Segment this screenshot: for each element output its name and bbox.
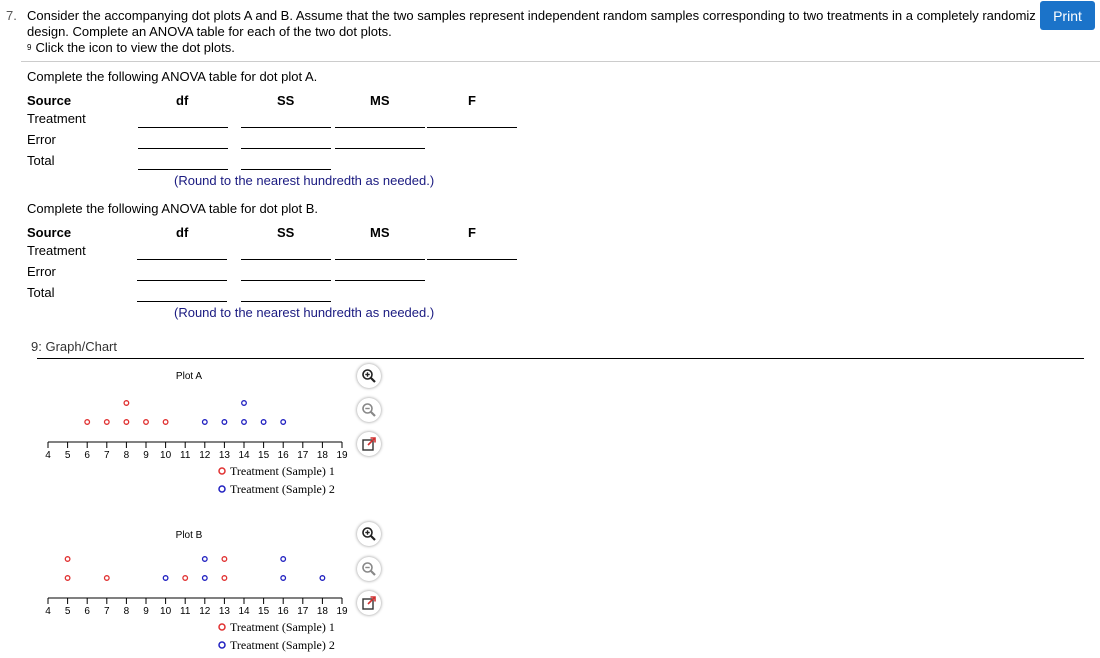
header-df: df bbox=[176, 93, 189, 108]
dot-plot-a-svg bbox=[0, 360, 400, 510]
header-source: Source bbox=[27, 93, 72, 108]
data-point bbox=[163, 576, 168, 581]
anova-table-a bbox=[27, 69, 547, 194]
header-source: Source bbox=[27, 225, 72, 240]
plot-a-popout-button[interactable] bbox=[357, 432, 381, 456]
data-point bbox=[163, 420, 168, 425]
print-button[interactable]: Print bbox=[1040, 1, 1095, 30]
x-tick-label: 12 bbox=[199, 450, 211, 461]
popout-icon bbox=[361, 595, 377, 611]
x-tick-label: 8 bbox=[123, 606, 130, 617]
view-dot-plots-link[interactable]: Click the icon to view the dot plots. bbox=[35, 40, 235, 55]
x-tick-label: 7 bbox=[104, 450, 110, 461]
data-point bbox=[281, 576, 286, 581]
zoom-out-icon bbox=[361, 402, 377, 418]
x-tick-label: 16 bbox=[277, 450, 289, 461]
anova-table-b bbox=[27, 201, 547, 326]
data-point bbox=[203, 420, 208, 425]
legend-label: Treatment (Sample) 1 bbox=[230, 464, 335, 478]
b-total-df-input[interactable] bbox=[137, 301, 227, 302]
b-treatment-ms-input[interactable] bbox=[335, 259, 425, 260]
x-tick-label: 5 bbox=[64, 450, 71, 461]
table-a-intro: Complete the following ANOVA table for dot plot A. bbox=[27, 69, 318, 84]
a-error-df-input[interactable] bbox=[138, 148, 228, 149]
data-point bbox=[85, 420, 90, 425]
plot-a-zoom-out-button[interactable] bbox=[357, 398, 381, 422]
question-text bbox=[27, 8, 1039, 56]
row-total: Total bbox=[27, 153, 55, 168]
plot-a-zoom-in-button[interactable] bbox=[357, 364, 381, 388]
x-tick-label: 18 bbox=[316, 450, 328, 461]
data-point bbox=[124, 401, 129, 406]
x-tick-label: 13 bbox=[218, 450, 230, 461]
header-f: F bbox=[468, 93, 476, 108]
rounding-note: (Round to the nearest hundredth as needed.) bbox=[174, 305, 435, 320]
a-treatment-f-input[interactable] bbox=[427, 127, 517, 128]
x-tick-label: 12 bbox=[199, 606, 211, 617]
data-point bbox=[242, 401, 247, 406]
header-ss: SS bbox=[277, 225, 295, 240]
zoom-in-icon bbox=[361, 526, 377, 542]
a-error-ms-input[interactable] bbox=[335, 148, 425, 149]
header-f: F bbox=[468, 225, 476, 240]
dot-plot-b bbox=[0, 519, 400, 658]
x-tick-label: 19 bbox=[336, 606, 348, 617]
data-point bbox=[124, 420, 129, 425]
data-point bbox=[203, 576, 208, 581]
legend-label: Treatment (Sample) 2 bbox=[230, 638, 335, 652]
x-tick-label: 10 bbox=[160, 450, 172, 461]
a-treatment-df-input[interactable] bbox=[138, 127, 228, 128]
header-ms: MS bbox=[370, 225, 390, 240]
x-tick-label: 6 bbox=[84, 450, 90, 461]
data-point bbox=[222, 576, 227, 581]
x-tick-label: 15 bbox=[258, 450, 270, 461]
question-line-1: Consider the accompanying dot plots A and B. Assume that the two samples represent independent random samples corresponding to two treatments in a completely randomiz bbox=[27, 8, 1036, 23]
question-line-2: design. Complete an ANOVA table for each of the two dot plots. bbox=[27, 24, 392, 39]
row-error: Error bbox=[27, 264, 56, 279]
plot-title: Plot B bbox=[175, 530, 203, 541]
header-ms: MS bbox=[370, 93, 390, 108]
legend-marker bbox=[219, 642, 225, 648]
header-df: df bbox=[176, 225, 189, 240]
x-tick-label: 7 bbox=[104, 606, 110, 617]
x-tick-label: 19 bbox=[336, 450, 348, 461]
data-point bbox=[65, 576, 70, 581]
b-error-ms-input[interactable] bbox=[335, 280, 425, 281]
legend-marker bbox=[219, 468, 225, 474]
row-error: Error bbox=[27, 132, 56, 147]
legend-marker bbox=[219, 624, 225, 630]
question-line-3[interactable] bbox=[27, 40, 1039, 56]
b-treatment-df-input[interactable] bbox=[137, 259, 227, 260]
data-point bbox=[203, 557, 208, 562]
x-tick-label: 6 bbox=[84, 606, 90, 617]
x-tick-label: 11 bbox=[180, 450, 191, 461]
x-tick-label: 14 bbox=[238, 450, 250, 461]
data-point bbox=[320, 576, 325, 581]
row-treatment: Treatment bbox=[27, 111, 86, 126]
plot-b-zoom-in-button[interactable] bbox=[357, 522, 381, 546]
row-treatment: Treatment bbox=[27, 243, 86, 258]
question-number: 7. bbox=[6, 8, 17, 23]
data-point bbox=[144, 420, 149, 425]
legend-marker bbox=[219, 486, 225, 492]
b-treatment-ss-input[interactable] bbox=[241, 259, 331, 260]
x-tick-label: 13 bbox=[218, 606, 230, 617]
zoom-out-icon bbox=[361, 561, 377, 577]
data-point bbox=[242, 420, 247, 425]
data-point bbox=[281, 420, 286, 425]
data-point bbox=[222, 557, 227, 562]
dot-plot-b-svg bbox=[0, 519, 400, 658]
b-total-ss-input[interactable] bbox=[241, 301, 331, 302]
x-tick-label: 5 bbox=[64, 606, 71, 617]
plot-b-popout-button[interactable] bbox=[357, 591, 381, 615]
x-tick-label: 4 bbox=[45, 450, 51, 461]
x-tick-label: 17 bbox=[297, 606, 309, 617]
row-total: Total bbox=[27, 285, 55, 300]
a-total-ss-input[interactable] bbox=[241, 169, 331, 170]
x-tick-label: 18 bbox=[316, 606, 328, 617]
data-point bbox=[222, 420, 227, 425]
dot-plot-a bbox=[0, 360, 400, 510]
graph-section-title: 9: Graph/Chart bbox=[31, 339, 117, 354]
graph-section-divider bbox=[37, 358, 1084, 359]
zoom-in-icon bbox=[361, 368, 377, 384]
popout-icon bbox=[361, 436, 377, 452]
x-tick-label: 9 bbox=[143, 450, 149, 461]
data-point bbox=[105, 420, 110, 425]
legend-label: Treatment (Sample) 1 bbox=[230, 620, 335, 634]
x-tick-label: 11 bbox=[180, 606, 191, 617]
plot-title: Plot A bbox=[175, 371, 203, 382]
a-treatment-ms-input[interactable] bbox=[335, 127, 425, 128]
plot-b-zoom-out-button[interactable] bbox=[357, 557, 381, 581]
legend-label: Treatment (Sample) 2 bbox=[230, 482, 335, 496]
footnote-marker: 9 bbox=[27, 43, 32, 52]
x-tick-label: 14 bbox=[238, 606, 250, 617]
a-total-df-input[interactable] bbox=[138, 169, 228, 170]
rounding-note: (Round to the nearest hundredth as needed.) bbox=[174, 173, 435, 188]
x-tick-label: 9 bbox=[143, 606, 149, 617]
a-treatment-ss-input[interactable] bbox=[241, 127, 331, 128]
data-point bbox=[281, 557, 286, 562]
x-tick-label: 8 bbox=[123, 450, 130, 461]
data-point bbox=[261, 420, 266, 425]
header-ss: SS bbox=[277, 93, 295, 108]
data-point bbox=[105, 576, 110, 581]
divider bbox=[21, 61, 1100, 62]
b-treatment-f-input[interactable] bbox=[427, 259, 517, 260]
x-tick-label: 10 bbox=[160, 606, 172, 617]
x-tick-label: 4 bbox=[45, 606, 51, 617]
table-b-intro: Complete the following ANOVA table for dot plot B. bbox=[27, 201, 318, 216]
x-tick-label: 17 bbox=[297, 450, 309, 461]
data-point bbox=[183, 576, 188, 581]
data-point bbox=[65, 557, 70, 562]
x-tick-label: 16 bbox=[277, 606, 289, 617]
b-error-df-input[interactable] bbox=[137, 280, 227, 281]
a-error-ss-input[interactable] bbox=[241, 148, 331, 149]
x-tick-label: 15 bbox=[258, 606, 270, 617]
b-error-ss-input[interactable] bbox=[241, 280, 331, 281]
